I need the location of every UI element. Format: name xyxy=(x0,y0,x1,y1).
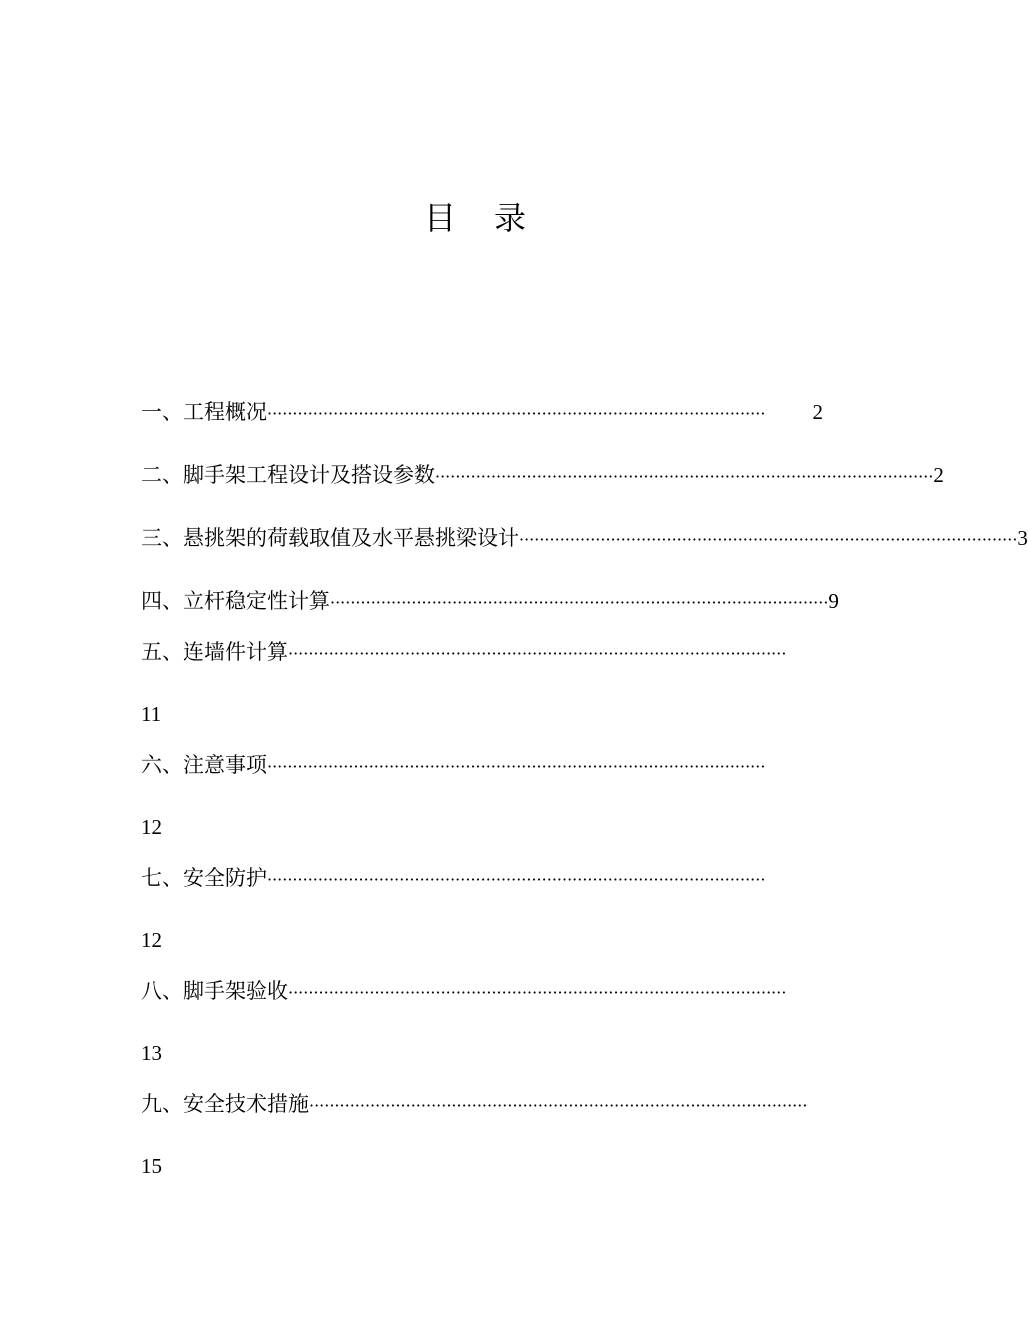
toc-entry[interactable] xyxy=(141,1084,823,1186)
toc-entry-page: 12 xyxy=(141,815,162,839)
toc-title-char-2: 录 xyxy=(494,199,527,237)
toc-entry[interactable] xyxy=(141,455,944,495)
toc-leader-dots: ·································································································· xyxy=(330,593,829,612)
toc-entry[interactable] xyxy=(141,518,1028,558)
toc-entry[interactable] xyxy=(141,971,823,1073)
toc-entry-page: 2 xyxy=(812,400,823,424)
toc-entry[interactable] xyxy=(141,581,839,621)
toc-title-char-1: 目 xyxy=(423,199,456,237)
toc-entry-page: 15 xyxy=(141,1154,162,1178)
toc-entry[interactable] xyxy=(141,745,823,847)
toc-entry-label: 五、连墙件计算 xyxy=(141,640,288,664)
toc-entry-label: 一、工程概况 xyxy=(141,400,267,424)
toc-leader-dots: ·································································································· xyxy=(267,404,766,423)
toc-entry-page: 3 xyxy=(1017,526,1028,550)
toc-entry-page: 2 xyxy=(933,463,944,487)
toc-leader-dots: ·································································································· xyxy=(435,467,934,486)
table-of-contents xyxy=(141,392,1028,1197)
toc-entry[interactable] xyxy=(141,858,823,960)
toc-leader-dots: ·································································································· xyxy=(288,983,787,1002)
toc-entry[interactable] xyxy=(141,632,823,734)
toc-entry-label: 四、立杆稳定性计算 xyxy=(141,589,330,613)
toc-title xyxy=(0,196,950,240)
toc-leader-dots: ·································································································· xyxy=(288,644,787,663)
toc-entry-page: 11 xyxy=(141,702,162,726)
toc-leader-dots: ·································································································· xyxy=(519,530,1018,549)
toc-entry-label: 八、脚手架验收 xyxy=(141,979,288,1003)
toc-entry[interactable] xyxy=(141,392,823,432)
toc-leader-dots: ·································································································· xyxy=(309,1096,808,1115)
toc-entry-page: 12 xyxy=(141,928,162,952)
toc-leader-dots: ·································································································· xyxy=(267,870,766,889)
toc-entry-page: 9 xyxy=(828,589,839,613)
toc-entry-label: 二、脚手架工程设计及搭设参数 xyxy=(141,463,435,487)
toc-leader-dots: ·································································································· xyxy=(267,757,766,776)
toc-entry-label: 三、悬挑架的荷载取值及水平悬挑梁设计 xyxy=(141,526,519,550)
toc-entry-label: 六、注意事项 xyxy=(141,753,267,777)
toc-entry-page: 13 xyxy=(141,1041,162,1065)
toc-entry-label: 七、安全防护 xyxy=(141,866,267,890)
toc-entry-label: 九、安全技术措施 xyxy=(141,1092,309,1116)
